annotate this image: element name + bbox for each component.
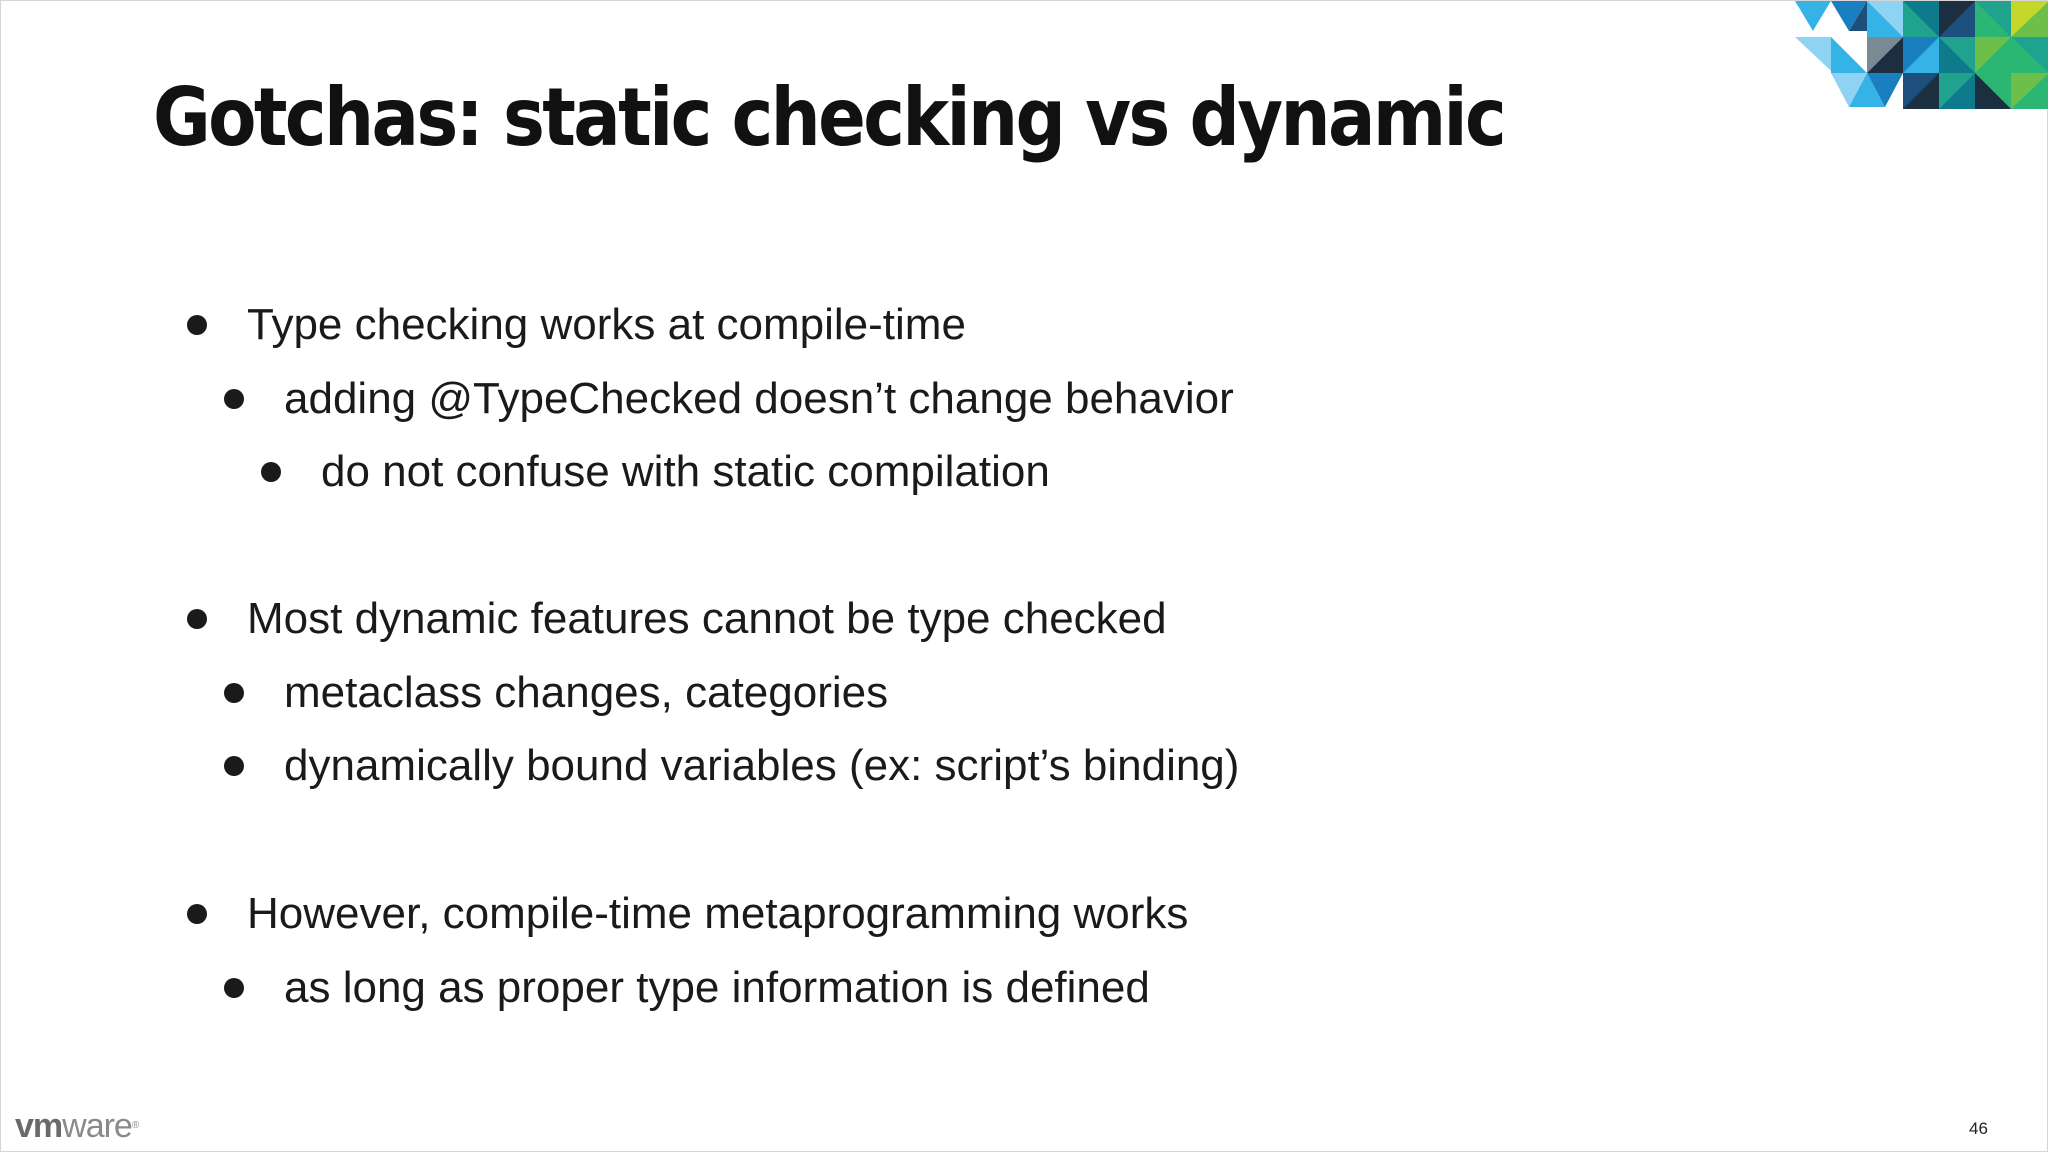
bullet-text: dynamically bound variables (ex: script’s binding) <box>284 741 1240 790</box>
bullet-dot <box>187 315 207 335</box>
bullet-dot <box>224 389 244 409</box>
page-number: 46 <box>1969 1119 1988 1138</box>
bullet-text: Type checking works at compile-time <box>247 300 966 349</box>
bullet-dot <box>187 904 207 924</box>
slide-title: Gotchas: static checking vs dynamic <box>153 71 1505 164</box>
bullet-dot <box>261 462 281 482</box>
bullet-dot <box>224 683 244 703</box>
bullet-text: do not confuse with static compilation <box>321 447 1050 496</box>
bullet-text: Most dynamic features cannot be type checked <box>247 594 1167 643</box>
bullet-dot <box>187 609 207 629</box>
vmware-logo <box>15 1106 138 1146</box>
bullet-text: as long as proper type information is defined <box>284 963 1150 1012</box>
bullet-text: However, compile-time metaprogramming works <box>247 889 1189 938</box>
logo-vm-text: vm <box>15 1107 63 1145</box>
logo-registered-mark: ® <box>131 1120 139 1131</box>
bullet-text: metaclass changes, categories <box>284 668 889 717</box>
bullet-dot <box>224 756 244 776</box>
bullet-list <box>1 1 2047 1151</box>
bullet-dot <box>224 978 244 998</box>
bullet-text: adding @TypeChecked doesn’t change behavior <box>284 374 1234 423</box>
logo-ware-text: ware <box>62 1107 132 1145</box>
